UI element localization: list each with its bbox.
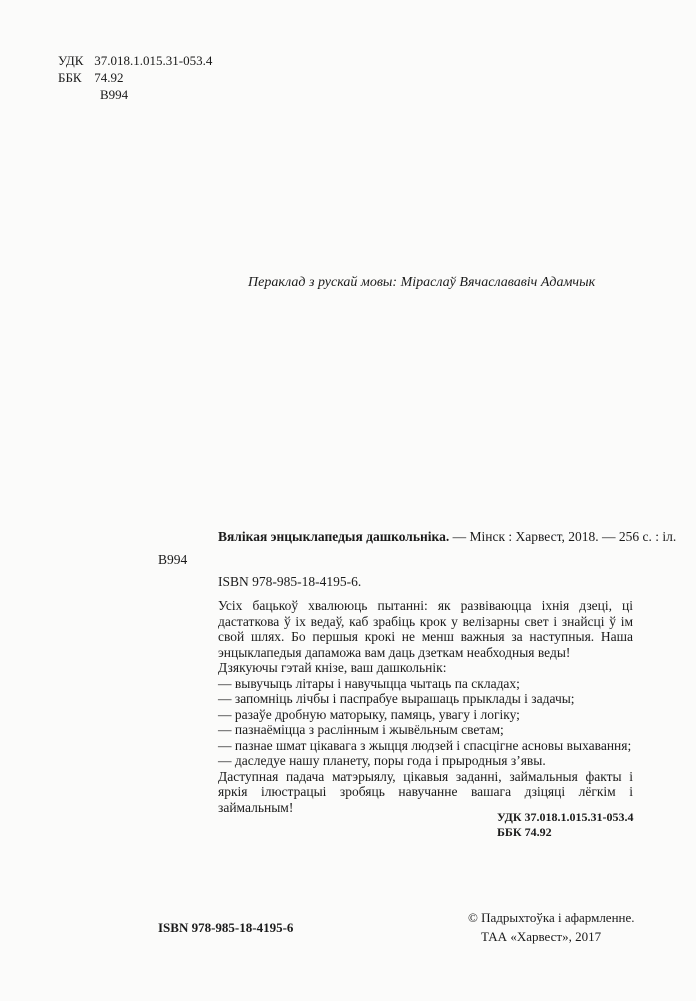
isbn-bottom: ISBN 978-985-18-4195-6 [158,920,294,935]
book-title: Вялікая энцыклапедыя дашкольніка. [218,529,450,544]
annotation-closing: Даступная падача матэрыялу, цікавыя заданні, займальныя факты і яркія ілюстрацыі зробяць навучанне вашага дзіцяці лёгкім і займальным! [218,768,633,815]
copyright-notice [468,908,635,946]
list-item: — пазнаёміцца з раслінным і жывёльным светам; [218,722,504,737]
isbn-record: ISBN 978-985-18-4195-6. [218,574,362,589]
list-item: — запомніць лічбы і паспрабуе вырашаць прыклады і задачы; [218,691,575,706]
copyright-line-2: ТАА «Харвест», 2017 [481,929,602,944]
bottom-bbk: ББК 74.92 [497,825,552,839]
annotation-intro: Усіх бацькоў хвалююць пытанні: як развіваюцца іхнія дзеці, ці дастаткова ў іх ведаў, каб зрабіць крок у велізарны свет і знайсці ў ім свой шлях. Бо першыя крокі не менш важныя за наступныя. Наша энцыклапедыя дапаможа вам даць дзеткам неабходныя веды! [218,598,633,660]
bbk-value: 74.92 [94,70,124,85]
udk-label: УДК [58,53,84,68]
bottom-classification-block [497,810,634,840]
bottom-udk: УДК 37.018.1.015.31-053.4 [497,810,634,824]
list-item: — вывучыць літары і навучыцца чытаць па складах; [218,675,520,691]
publication-details: — Мінск : Харвест, 2018. — 256 с. : іл. [449,529,677,544]
author-code: В994 [100,87,129,102]
annotation-lead: Дзякуючы гэтай кнізе, ваш дашкольнік: [218,660,447,675]
biblio-author-code: В994 [158,552,188,567]
bbk-label: ББК [58,70,82,85]
translator-credit: Пераклад з рускай мовы: Міраслаў Вячаслававіч Адамчык [248,275,596,290]
bibliographic-record [218,528,677,545]
top-classification-block [58,52,212,103]
annotation [218,598,633,815]
list-item: — разаўе дробную маторыку, памяць, увагу і логіку; [218,706,520,722]
list-item: — пазнае шмат цікавага з жыцця людзей і спасцігне асновы выхавання; [218,737,632,753]
udk-value: 37.018.1.015.31-053.4 [94,53,213,68]
list-item: — даследуе нашу планету, поры года і прыродныя з’явы. [218,753,546,768]
copyright-line-1: © Падрыхтоўка і афармленне. [468,910,635,925]
udk-row [58,52,212,69]
bbk-row [58,69,212,86]
